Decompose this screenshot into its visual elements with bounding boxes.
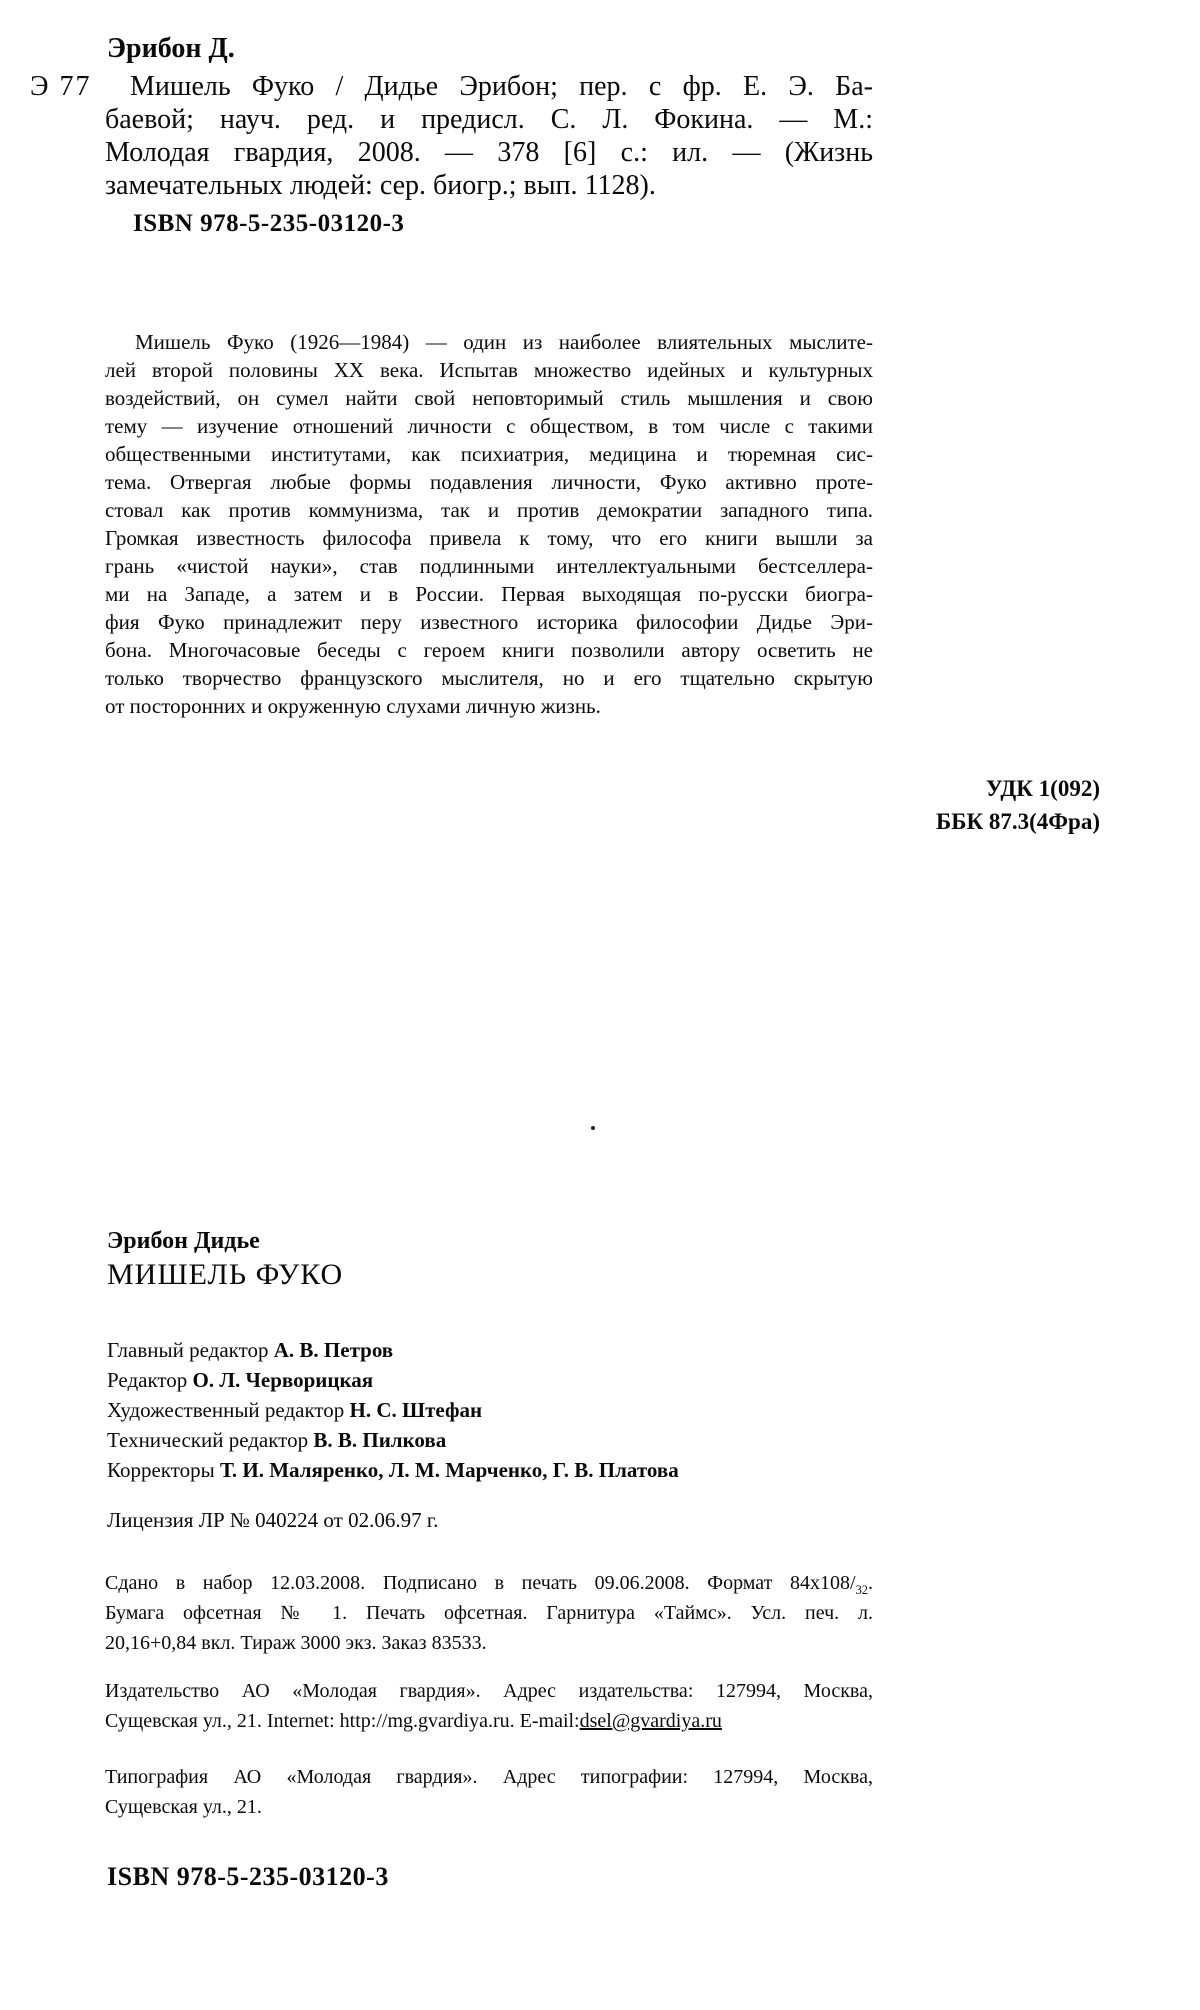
annotation-line: фия Фуко принадлежит перу известного историка философии Дидье Эри- (105, 610, 873, 634)
publisher-block (105, 1676, 873, 1736)
annotation-line: воздействий, он сумел найти свой неповторимый стиль мышления и свою (105, 386, 873, 410)
bbk-code: ББК 87.3(4Фра) (936, 809, 1100, 834)
catalog-author-heading: Эрибон Д. (107, 33, 235, 64)
print-format-period: . (868, 1572, 873, 1594)
classification-codes (936, 772, 1100, 838)
credit-row (107, 1455, 679, 1485)
credit-row (107, 1365, 679, 1395)
colophon-author: Эрибон Дидье (107, 1228, 260, 1254)
annotation-line: бона. Многочасовые беседы с героем книги позволили автору осветить не (105, 638, 873, 662)
credit-role: Технический редактор (107, 1428, 309, 1452)
credit-row (107, 1335, 679, 1365)
printery-block (105, 1762, 873, 1822)
isbn-top: ISBN 978-5-235-03120-3 (133, 210, 405, 237)
credit-name: А. В. Петров (273, 1338, 394, 1362)
catalog-record (30, 70, 873, 202)
print-format-text: Сдано в набор 12.03.2008. Подписано в печать 09.06.2008. Формат 84х108/ (105, 1572, 856, 1594)
annotation-line: общественными институтами, как психиатрия, медицина и тюремная сис- (105, 442, 873, 466)
credit-role: Художественный редактор (107, 1398, 345, 1422)
publisher-line: Издательство АО «Молодая гвардия». Адрес издательства: 127994, Москва, (105, 1680, 873, 1702)
annotation-line: Мишель Фуко (1926—1984) — один из наиболее влиятельных мыслите- (135, 330, 873, 354)
annotation-line: стовал как против коммунизма, так и против демократии западного типа. (105, 498, 873, 522)
annotation-line: грань «чистой науки», став подлинными интеллектуальными бестселлера- (105, 554, 873, 578)
record-line: Молодая гвардия, 2008. — 378 [6] с.: ил. — (Жизнь (105, 137, 873, 168)
bibliographic-record (105, 70, 873, 202)
publisher-contact-text: Сущевская ул., 21. Internet: http://mg.gvardiya.ru. E-mail: (105, 1710, 580, 1732)
annotation-line: от посторонних и окруженную слухами личную жизнь. (105, 694, 601, 718)
scan-artifact-dot (591, 1126, 595, 1130)
credit-name: В. В. Пилкова (313, 1428, 447, 1452)
record-line: баевой; науч. ред. и предисл. С. Л. Фокина. — М.: (105, 104, 873, 135)
annotation-line: ми на Западе, а затем и в России. Первая выходящая по-русски биогра- (105, 582, 873, 606)
book-title: МИШЕЛЬ ФУКО (107, 1258, 344, 1291)
credit-name: Т. И. Маляренко, Л. М. Марченко, Г. В. Платова (219, 1458, 679, 1482)
record-line: замечательных людей: сер. биогр.; вып. 1128). (105, 170, 656, 201)
record-line: Мишель Фуко / Дидье Эрибон; пер. с фр. Е. Э. Ба- (130, 71, 873, 102)
credit-role: Главный редактор (107, 1338, 269, 1362)
credits-block (107, 1335, 679, 1485)
catalog-index-code: Э 77 (30, 71, 92, 102)
print-run-block (105, 1568, 873, 1658)
format-subscript: 32 (855, 1583, 868, 1597)
printery-line: Типография АО «Молодая гвардия». Адрес типографии: 127994, Москва, (105, 1766, 873, 1788)
credit-row (107, 1425, 679, 1455)
email-link: dsel@gvardiya.ru (579, 1710, 722, 1732)
annotation-line: только творчество французского мыслителя, но и его тщательно скрытую (105, 666, 873, 690)
printery-line: Сущевская ул., 21. (105, 1796, 262, 1818)
udk-code: УДК 1(092) (985, 776, 1100, 801)
annotation-line: тема. Отвергая любые формы подавления личности, Фуко активно проте- (105, 470, 873, 494)
annotation-paragraph (105, 328, 873, 720)
annotation-line: тему — изучение отношений личности с обществом, в том числе с такими (105, 414, 873, 438)
credit-row (107, 1395, 679, 1425)
print-run-line: Бумага офсетная № 1. Печать офсетная. Гарнитура «Таймс». Усл. печ. л. (105, 1602, 873, 1624)
publisher-line (105, 1706, 873, 1736)
credit-role: Корректоры (107, 1458, 215, 1482)
annotation-line: Громкая известность философа привела к тому, что его книги вышли за (105, 526, 873, 550)
credit-name: О. Л. Черворицкая (192, 1368, 374, 1392)
license-line: Лицензия ЛР № 040224 от 02.06.97 г. (107, 1508, 439, 1532)
print-run-line: 20,16+0,84 вкл. Тираж 3000 экз. Заказ 83533. (105, 1632, 487, 1654)
print-run-line (105, 1568, 873, 1598)
credit-role: Редактор (107, 1368, 188, 1392)
isbn-bottom: ISBN 978-5-235-03120-3 (107, 1862, 389, 1891)
annotation-line: лей второй половины XX века. Испытав множество идейных и культурных (105, 358, 873, 382)
credit-name: Н. С. Штефан (349, 1398, 483, 1422)
